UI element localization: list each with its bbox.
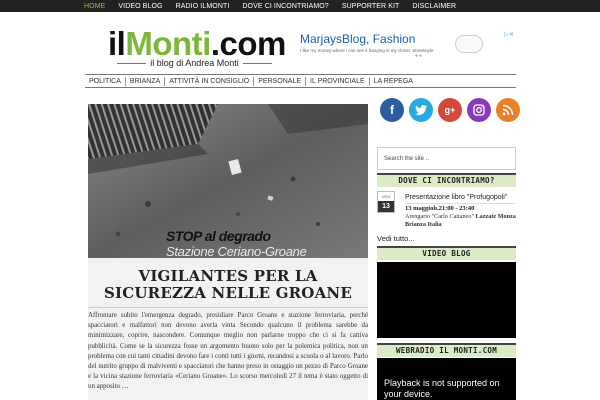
radio-player[interactable] — [377, 358, 516, 400]
nav-attivita-in-consiglio[interactable]: ATTIVITÀ IN CONSIGLIO — [165, 77, 254, 86]
logo-com: .com — [210, 25, 286, 62]
event-day: 13 — [378, 201, 394, 212]
topnav-dove-ci-incontriamo-link[interactable]: DOVE CI INCONTRIAMO? — [242, 2, 329, 10]
social-icons — [380, 98, 520, 122]
ad-open-button[interactable] — [455, 35, 483, 53]
instagram-icon[interactable] — [467, 98, 491, 122]
rss-feed-glyph — [502, 104, 514, 116]
nav-politica[interactable]: POLITICA — [85, 77, 126, 86]
site-search-input[interactable]: Search the site .. — [377, 147, 516, 170]
googleplus-icon[interactable]: g+ — [438, 98, 462, 122]
event-month: VEN — [381, 194, 391, 199]
facebook-icon[interactable]: f — [380, 98, 404, 122]
video-blog-heading: VIDEO BLOG — [377, 246, 516, 260]
event-time: 13 maggioh.21:00 - 23:40 — [405, 205, 475, 212]
featured-article-image[interactable] — [88, 104, 368, 258]
instagram-camera-glyph — [473, 104, 485, 116]
event-location-venue: Arengario "Carlo Cattaneo" — [405, 213, 476, 220]
article-title[interactable]: VIGILANTES PER LA SICUREZZA NELLE GROANE — [104, 267, 352, 302]
site-tagline — [117, 58, 272, 68]
video-player[interactable] — [377, 262, 516, 338]
event-divider — [405, 203, 515, 204]
nav-il-provinciale[interactable]: IL PROVINCIALE — [306, 77, 370, 86]
twitter-bird-glyph — [415, 105, 427, 115]
events-widget-heading: DOVE CI INCONTRIAMO? — [377, 173, 516, 187]
ad-carousel-dots: ●● — [415, 53, 424, 59]
topnav-disclaimer-link[interactable]: DISCLAIMER — [412, 2, 457, 10]
radio-playback-message: Playback is not supported on your device. — [384, 378, 500, 399]
ad-description: I like my money where i can see it hanging in my closet. Streetstyle — [300, 48, 434, 53]
site-logo[interactable] — [108, 26, 286, 62]
webradio-heading: WEBRADIO IL MONTI.COM — [377, 343, 516, 357]
tagline-text: il blog di Andrea Monti — [150, 58, 239, 68]
twitter-icon[interactable] — [409, 98, 433, 122]
event-date-badge — [377, 191, 395, 213]
article-title-divider — [88, 307, 368, 308]
ad-choices-icon[interactable]: ▷✕ — [504, 32, 514, 38]
ad-title[interactable]: MarjaysBlog, Fashion — [300, 32, 416, 46]
article-excerpt: Affrontare subito l'emergenza degrado, presidiare Parco Groane e stazione ferroviaria, perché spacciatori e malfattori non devono averla vinta Secondo qualcuno il problema sarebbe da minimizzare, coprire, nascondere. Comunque meglio non parlarne troppo che ci si fa cattiva pubblicità. Come se la sicurezza fosse un argomento buono solo per la polemica politica, non un problema con cui tanti cittadini devono fare i conti tutti i giorni, recandosi a scuola o al lavoro. Parlo del nutrito gruppo di malviventi e spacciatori che hanno preso in ostaggio un pezzo di Parco Groane e la vicina stazione ferroviaria «Ceriano Groane». Lo scorso mercoledì 27 il tema è stato oggetto di un apposito … — [88, 312, 368, 391]
tagline-right-rule — [243, 63, 272, 64]
logo-monti: Monti — [125, 25, 211, 62]
topnav-supporter-kit-link[interactable]: SUPPORTER KIT — [341, 2, 400, 10]
nav-la-repega[interactable]: LA REPEGA — [373, 77, 413, 85]
nav-brianza[interactable]: BRIANZA — [126, 77, 165, 86]
topnav-radio-link[interactable]: RADIO ILMONTI — [175, 2, 230, 10]
featured-overlay-subtitle: Stazione Ceriano-Groane — [166, 244, 307, 258]
top-navigation-bar — [0, 0, 600, 12]
logo-il: il — [108, 25, 126, 62]
nav-personale[interactable]: PERSONALE — [254, 77, 306, 86]
topnav-home-link[interactable]: HOME — [84, 2, 106, 10]
event-location — [405, 213, 517, 228]
event-title-link[interactable]: Presentazione libro "Profugopoli" — [405, 194, 508, 201]
rss-icon[interactable] — [496, 98, 520, 122]
main-category-nav — [85, 74, 516, 88]
header-advertisement[interactable] — [298, 31, 516, 59]
tagline-left-rule — [117, 63, 146, 64]
see-all-events-link[interactable]: Vedi tutto... — [377, 234, 415, 243]
featured-overlay-headline: STOP al degrado — [166, 228, 271, 244]
event-location-city: Lazzate Monza Brianza Italia — [405, 213, 516, 228]
topnav-video-blog-link[interactable]: VIDEO BLOG — [118, 2, 163, 10]
